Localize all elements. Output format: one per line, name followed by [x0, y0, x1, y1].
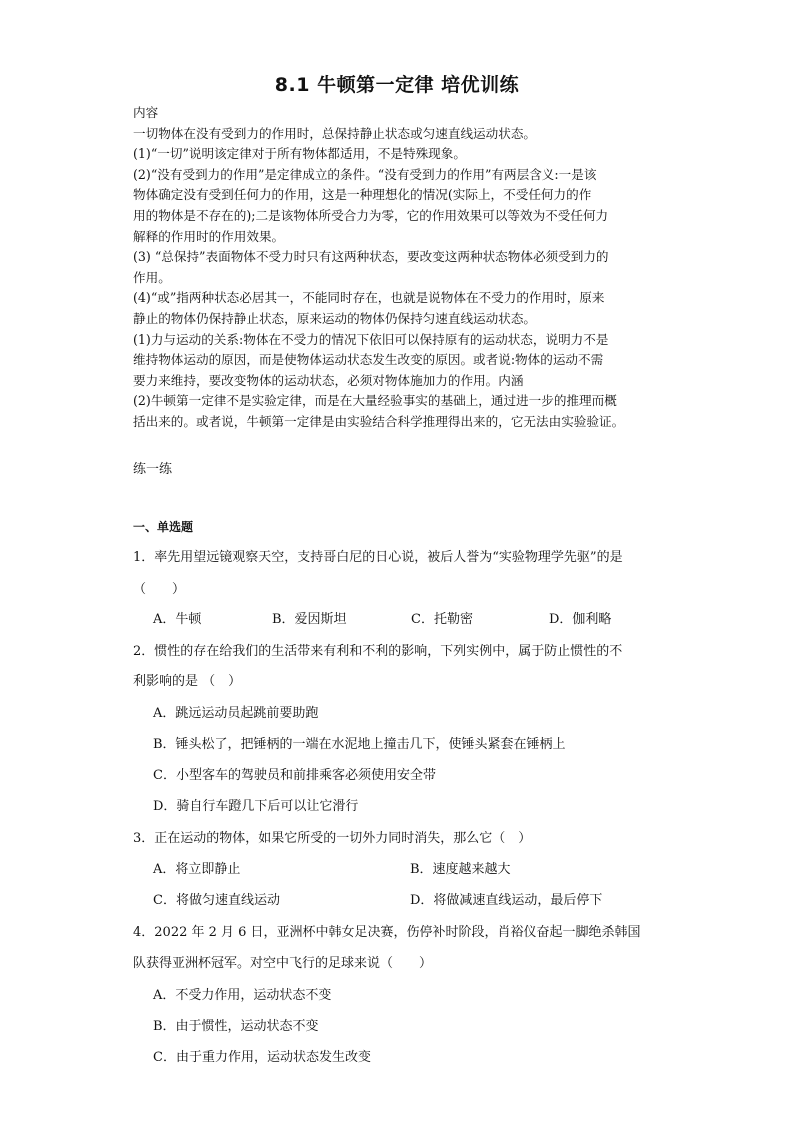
practice-heading: 练一练 [133, 462, 173, 477]
q4-option-a[interactable]: A．不受力作用，运动状态不变 [153, 988, 332, 1003]
intro-line: (4)“或”指两种状态必居其一，不能同时存在，也就是说物体在不受力的作用时，原来 [133, 290, 605, 306]
intro-line: 静止的物体仍保持静止状态，原来运动的物体仍保持匀速直线运动状态。 [133, 310, 536, 326]
q1-option-a[interactable]: A．牛顿 [153, 612, 202, 627]
section-heading: 一、单选题 [133, 520, 194, 534]
q4-option-b[interactable]: B．由于惯性，运动状态不变 [153, 1019, 319, 1034]
q2-option-b[interactable]: B．锤头松了，把锤柄的一端在水泥地上撞击几下，使锤头紧套在锤柄上 [153, 737, 566, 752]
question-1-bracket: （ ） [133, 582, 186, 597]
intro-line: 物体确定没有受到任何力的作用，这是一种理想化的情况(实际上，不受任何力的作 [133, 187, 592, 203]
q3-option-d[interactable]: D．将做减速直线运动，最后停下 [410, 893, 603, 908]
intro-line: 作用。 [133, 269, 171, 285]
intro-line: 用的物体是不存在的);二是该物体所受合力为零，它的作用效果可以等效为不受任何力 [133, 207, 609, 223]
q2-option-a[interactable]: A．跳远运动员起跳前要助跑 [153, 706, 319, 721]
q3-option-b[interactable]: B．速度越来越大 [410, 862, 511, 877]
q1-option-d[interactable]: D．伽利略 [549, 612, 612, 627]
question-4-stem: 4．2022 年 2 月 6 日，亚洲杯中韩女足决赛，伤停补时阶段，肖裕仪奋起一脚绝杀韩国 [133, 925, 641, 940]
question-3-stem: 3．正在运动的物体，如果它所受的一切外力同时消失，那么它（ ） [133, 831, 532, 846]
question-2-stem: 2．惯性的存在给我们的生活带来有利和不利的影响，下列实例中，属于防止惯性的不 [133, 644, 623, 659]
question-1-stem: 1．率先用望远镜观察天空，支持哥白尼的日心说，被后人誉为“实验物理学先驱”的是 [133, 550, 623, 565]
intro-line: (2)“没有受到力的作用”是定律成立的条件。“没有受到力的作用”有两层含义:一是该 [133, 166, 597, 182]
question-2-stem-cont: 利影响的是 （ ） [133, 674, 242, 689]
q2-option-d[interactable]: D．骑自行车蹬几下后可以让它滑行 [153, 799, 359, 814]
intro-line: 维持物体运动的原因，而是使物体运动状态发生改变的原因。或者说:物体的运动不需 [133, 352, 604, 368]
page-title: 8.1 牛顿第一定律 培优训练 [274, 74, 520, 96]
q3-option-c[interactable]: C．将做匀速直线运动 [153, 893, 280, 908]
intro-line: (2)牛顿第一定律不是实验定律，而是在大量经验事实的基础上，通过进一步的推理而概 [133, 393, 617, 409]
question-4-stem-cont: 队获得亚洲杯冠军。对空中飞行的足球来说（ ） [133, 956, 433, 971]
content-intro [133, 103, 663, 433]
q4-option-c[interactable]: C．由于重力作用，运动状态发生改变 [153, 1050, 371, 1065]
intro-line: 解释的作用时的作用效果。 [133, 228, 285, 244]
intro-line: 要力来维持，要改变物体的运动状态，必须对物体施加力的作用。内涵 [133, 372, 524, 388]
q1-option-b[interactable]: B．爱因斯坦 [272, 612, 347, 627]
intro-line: 括出来的。或者说，牛顿第一定律是由实验结合科学推理得出来的，它无法由实验验证。 [133, 413, 625, 429]
intro-line: 一切物体在没有受到力的作用时，总保持静止状态或匀速直线运动状态。 [133, 125, 536, 141]
intro-line: 内容 [133, 105, 159, 120]
q2-option-c[interactable]: C．小型客车的驾驶员和前排乘客必须使用安全带 [153, 768, 436, 783]
q3-option-a[interactable]: A．将立即静止 [153, 862, 241, 877]
q1-option-c[interactable]: C．托勒密 [411, 612, 473, 627]
intro-line: (3) “总保持”表面物体不受力时只有这两种状态，要改变这两种状态物体必须受到力的 [133, 249, 609, 265]
intro-line: (1)力与运动的关系:物体在不受力的情况下依旧可以保持原有的运动状态，说明力不是 [133, 331, 609, 347]
intro-line: (1)“一切”说明该定律对于所有物体都适用，不是特殊现象。 [133, 146, 466, 162]
